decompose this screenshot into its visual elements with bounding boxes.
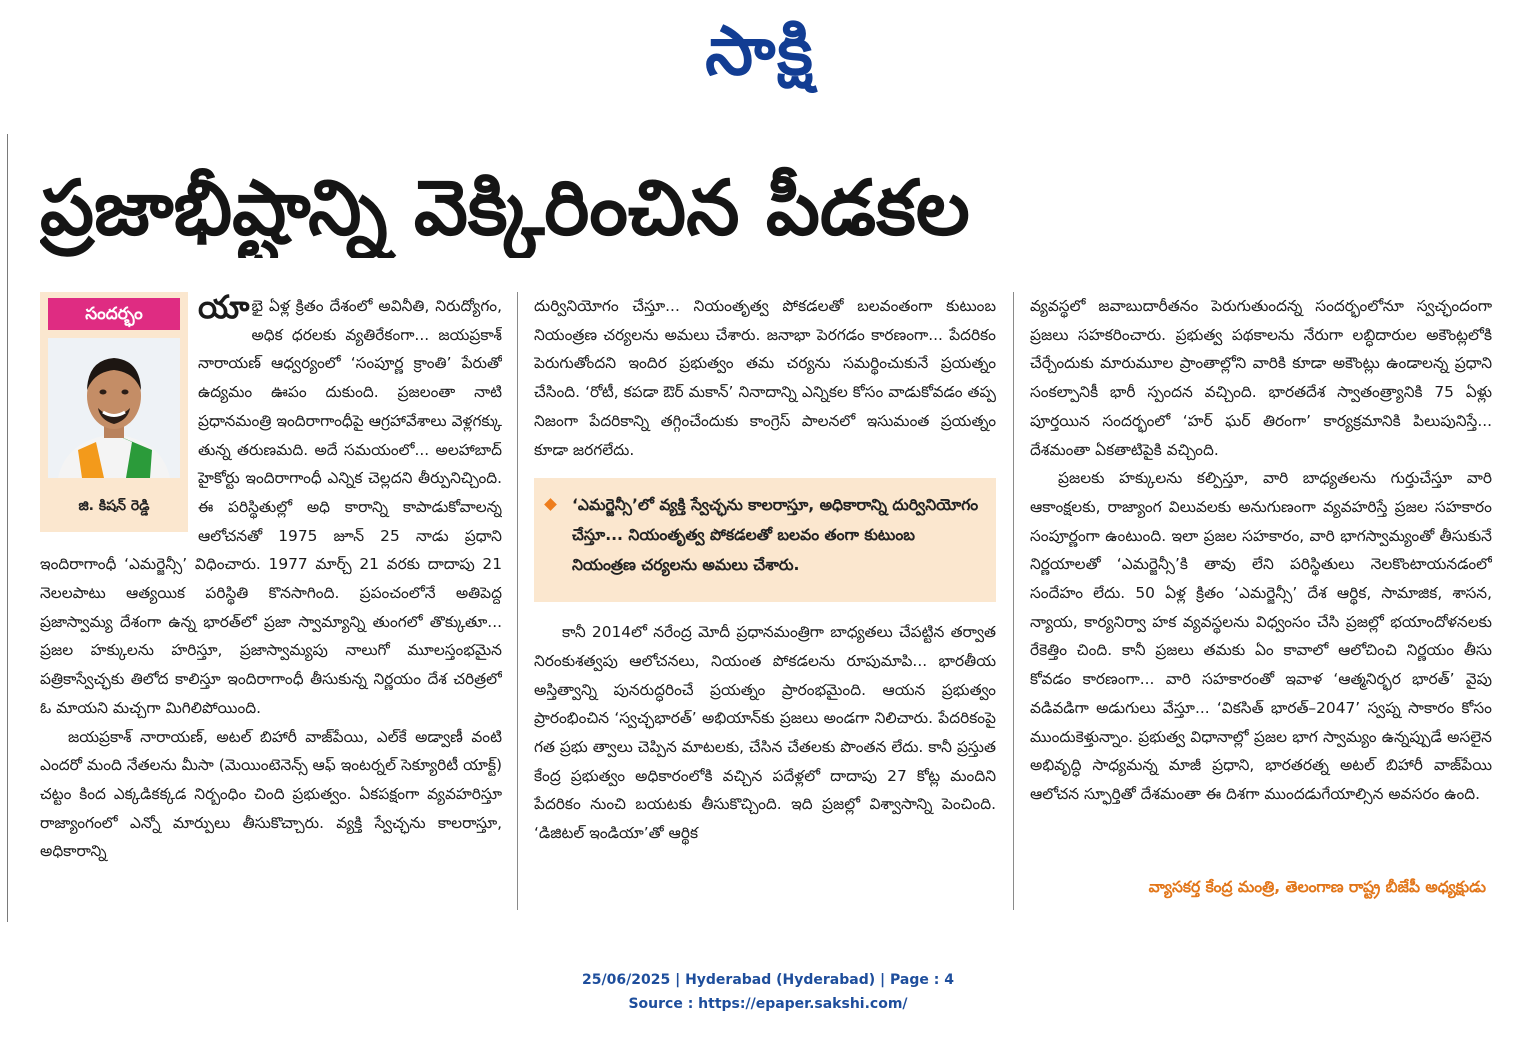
page-footer: [468, 968, 1068, 1016]
footer-date-edition: 25/06/2025 | Hyderabad (Hyderabad) | Page : 4: [582, 972, 954, 988]
column-divider: [517, 292, 518, 910]
author-caption: జి. కిషన్ రెడ్డి: [78, 498, 150, 514]
paragraph-text: భై ఏళ్ల క్రితం దేశంలో అవినీతి, నిరుద్యోగం, అధిక ధరలకు వ్యతిరేకంగా... జయప్రకాశ్ నారాయణ్ ఆధ్వర్యంలో ‘సంపూర్ణ క్రాంతి’ పేరుతో ఉద్యమం ఊపం దుకుంది. ప్రజలంతా నాటి ప్రధానమంత్రి ఇందిరాగాంధీపై ఆగ్రహావేశాలు వెళ్లగక్కు తున్న తరుణమది. అదే సమయంలో... అలహాబాద్ హైకోర్టు ఇందిరాగాంధీ ఎన్నిక చెల్లదని తీర్పునిచ్చింది. ఈ పరిస్థితుల్లో అధి కారాన్ని కాపాడుకోవాలన్న ఆలోచనతో 1975 జూన్ 25 నాడు ప్రధాని ఇందిరాగాంధీ ‘ఎమర్జెన్సీ’ విధించారు. 1977 మార్చ్ 21 వరకు దాదాపు 21 నెలలపాటు ఆత్యయిక పరిస్థితి కొనసాగింది. ప్రపంచంలోనే అతిపెద్ద ప్రజాస్వామ్య దేశంగా ఉన్న భారత్‌లో ప్రజా స్వామ్యాన్ని తుంగలో తొక్కుతూ... ప్రజల హక్కులను హరిస్తూ, ప్రజాస్వామ్యపు నాలుగో మూలస్తంభమైన పత్రికాస్వేచ్ఛకు తిలోద కాలిస్తూ ఇందిరాగాంధీ తీసుకున్న నిర్ణయం దేశ చరిత్రలో ఓ మాయని మచ్చగా మిగిలిపోయింది.: [40, 297, 502, 717]
article-column-2: [534, 292, 996, 912]
author-photo: [48, 338, 180, 478]
paragraph: ప్రజలకు హక్కులను కల్పిస్తూ, వారి బాధ్యతలను గుర్తుచేస్తూ వారి ఆకాంక్షలకు, రాజ్యాంగ విలువలకు అనుగుణంగా వ్యవహరిస్తే ప్రజల సహకారం సంపూర్ణంగా ఉంటుంది. ఇలా ప్రజల సహకారం, వారి భాగస్వామ్యంతో తీసుకునే నిర్ణయాలతో ‘ఎమర్జెన్సీ’కి తావు లేని పరిస్థితులు నెలకొంటాయనడంలో సందేహం లేదు. 50 ఏళ్ల క్రితం ‘ఎమర్జెన్సీ’ దేశ ఆర్థిక, సామాజిక, శాసన, న్యాయ, కార్యనిర్వా హక వ్యవస్థలను విధ్వంసం చేసి ప్రజల్లో భయాందోళనలకు రేకెత్తిం చింది. కానీ ప్రజలు తమకు ఏం కావాలో ఆలోచించి నిర్ణయం తీసు కోవడం కారణంగా... వారి సహకారంతో ఇవాళ ‘ఆత్మనిర్భర భారత్’ వైపు వడివడిగా అడుగులు వేస్తూ... ‘వికసిత్ భారత్–2047’ స్వప్న సాకారం కోసం ముందుకెళ్తున్నాం. ప్రభుత్వ విధానాల్లో ప్రజల భాగ స్వామ్యం ఉన్నప్పుడే అసలైన అభివృద్ధి సాధ్యమన్న మాజీ ప్రధాని, భారతరత్న అటల్ బిహారీ వాజ్‌పేయి ఆలోచన స్ఫూర్తితో దేశమంతా ఈ దిశగా ముందడుగేయాల్సిన అవసరం ఉంది.: [1030, 469, 1492, 803]
paragraph: దుర్వినియోగం చేస్తూ... నియంతృత్వ పోకడలతో బలవంతంగా కుటుంబ నియంత్రణ చర్యలను అమలు చేశారు. జనాభా పెరగడం కారణంగా... పేదరికం పెరుగుతోందని ఇందిర ప్రభుత్వం తమ చర్యను సమర్థించుకునే ప్రయత్నం చేసింది. ‘రోటీ, కపడా ఔర్ మకాన్’ నినాదాన్ని ఎన్నికల కోసం వాడుకోవడం తప్ప నిజంగా పేదరికాన్ని తగ్గించేందుకు కాంగ్రెస్ పాలనలో ఇసుమంత ప్రయత్నం కూడా జరగలేదు.: [534, 297, 996, 459]
article-headline: ప్రజాభీష్టాన్ని వెక్కిరించిన పీడకల: [40, 163, 970, 252]
author-portrait-icon: [48, 338, 180, 478]
paragraph: వ్యవస్థలో జవాబుదారీతనం పెరుగుతుందన్న సందర్భంలోనూ స్వచ్ఛందంగా ప్రజలు సహకరించారు. ప్రభుత్వ పథకాలను నేరుగా లబ్ధిదారుల అకౌంట్లలోకి చేర్చేందుకు మారుమూల ప్రాంతాల్లోని వారికి కూడా అకౌంట్లు ఉండాలన్న ప్రధాని సంకల్పానికీ భారీ స్పందన వచ్చింది. భారతదేశ స్వాతంత్ర్యానికి 75 ఏళ్లు పూర్తయిన సందర్భంలో ‘హర్ ఘర్ తిరంగా’ కార్యక్రమానికి పిలుపునిస్తే... దేశమంతా ఏకతాటిపైకి వచ్చింది.: [1030, 297, 1492, 459]
page-left-rule: [7, 134, 8, 922]
pull-quote: [534, 478, 996, 602]
paragraph: జయప్రకాశ్ నారాయణ్, అటల్ బిహారీ వాజ్‌పేయి, ఎల్‌కే అడ్వాణీ వంటి ఎందరో మంది నేతలను మీసా (మెయింటెనెన్స్ ఆఫ్ ఇంటర్నల్ సెక్యూరిటీ యాక్ట్) చట్టం కింద ఎక్కడికక్కడ నిర్బంధిం చింది ప్రభుత్వం. ఏకపక్షంగా వ్యవహరిస్తూ రాజ్యాంగంలో ఎన్నో మార్పులు తీసుకొచ్చారు. వ్యక్తి స్వేచ్ఛను కాలరాస్తూ, అధికారాన్ని: [40, 727, 502, 861]
author-byline: వ్యాసకర్త కేంద్ర మంత్రి, తెలంగాణ రాష్ట్ర బీజేపీ అధ్యక్షుడు: [1148, 878, 1486, 896]
section-tag: సందర్భం: [48, 298, 180, 330]
column-divider: [1013, 292, 1014, 910]
article-column-1: [40, 292, 502, 912]
paragraph: కానీ 2014లో నరేంద్ర మోదీ ప్రధానమంత్రిగా బాధ్యతలు చేపట్టిన తర్వాత నిరంకుశత్వపు ఆలోచనలు, నియంత పోకడలను రూపుమాపి... భారతీయ అస్తిత్వాన్ని పునరుద్ధరించే ప్రయత్నం ప్రారంభమైంది. ఆయన ప్రభుత్వం ప్రారంభించిన ‘స్వచ్ఛభారత్’ అభియాన్‌కు ప్రజలు అండగా నిలిచారు. పేదరికంపై గత ప్రభు త్వాలు చెప్పిన మాటలకు, చేసిన చేతలకు పొంతన లేదు. కానీ ప్రస్తుత కేంద్ర ప్రభుత్వం అధికారంలోకి వచ్చిన పదేళ్లలో దాదాపు 27 కోట్ల మందిని పేదరికం నుంచి బయటకు తీసుకొచ్చింది. ఇది ప్రజల్లో విశ్వాసాన్ని పెంచింది. ‘డిజిటల్ ఇండియా’తో ఆర్థిక: [534, 623, 996, 843]
author-card: [40, 292, 188, 532]
footer-source: Source : https://epaper.sakshi.com/: [628, 996, 908, 1012]
pull-quote-text: ‘ఎమర్జెన్సీ’లో వ్యక్తి స్వేచ్ఛను కాలరాస్తూ, అధికారాన్ని దుర్వినియోగం చేస్తూ... నియంతృత్వ పోకడలతో బలవం తంగా కుటుంబ నియంత్రణ చర్యలను అమలు చేశారు.: [572, 496, 979, 575]
dropcap: యా: [198, 292, 250, 326]
article-column-3: [1030, 292, 1492, 912]
sakshi-logo: సాక్షి: [705, 12, 815, 91]
diamond-bullet-icon: [544, 498, 557, 511]
